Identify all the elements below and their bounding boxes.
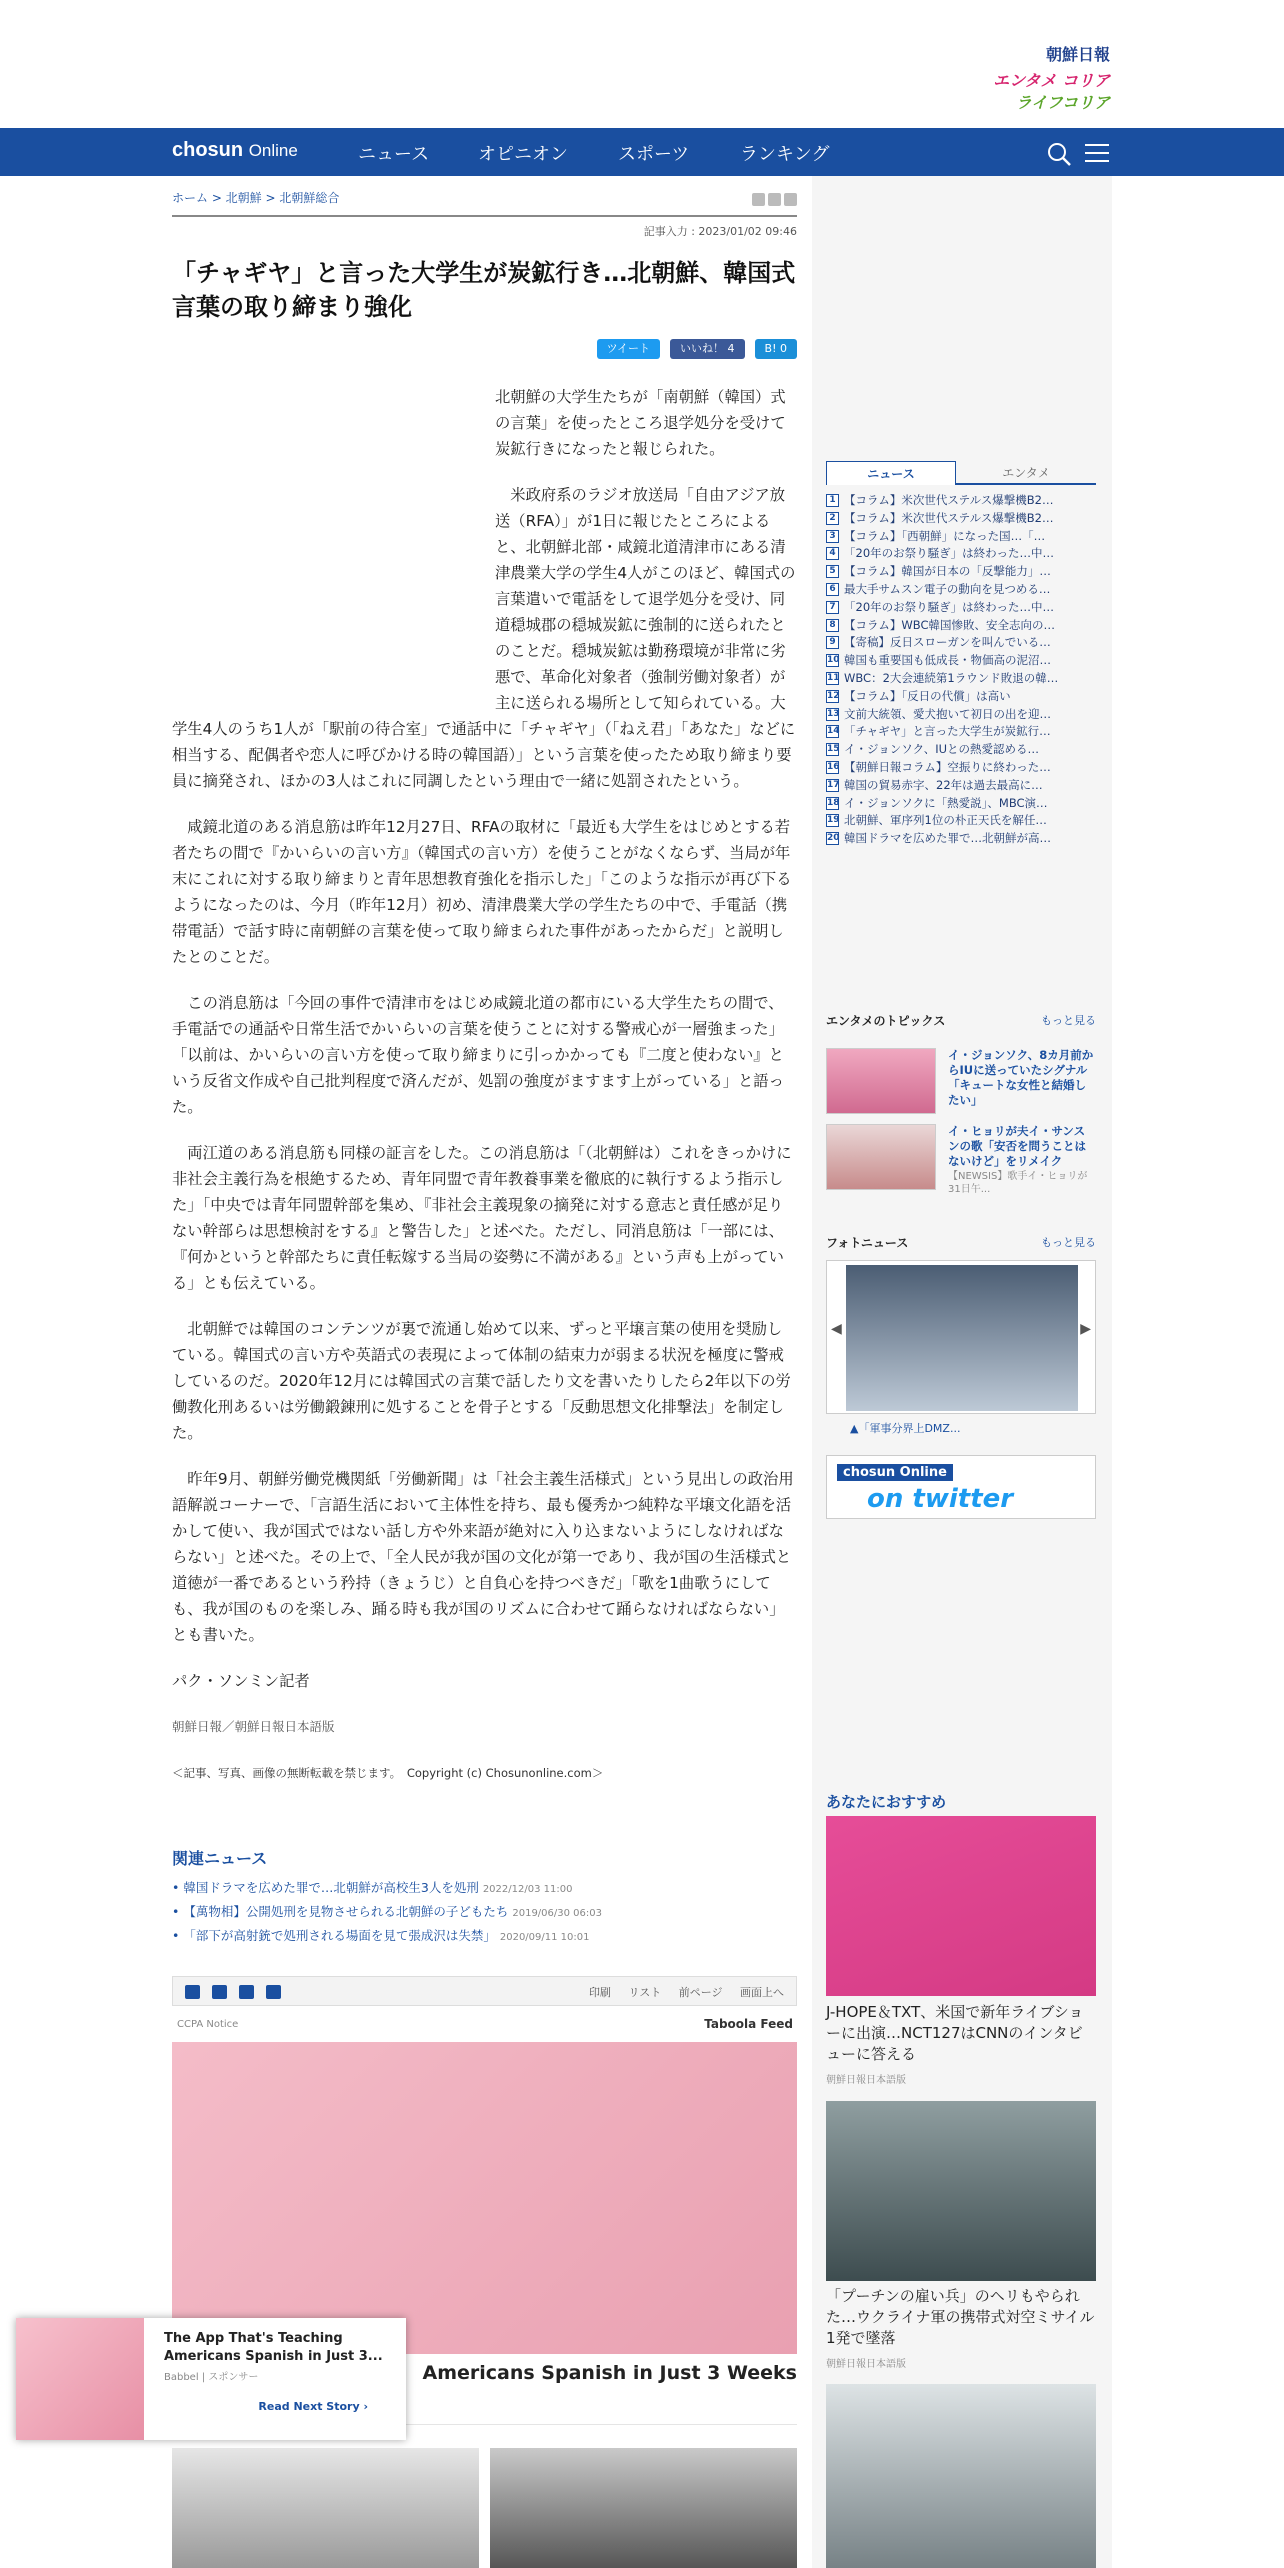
twitter-icon[interactable] xyxy=(185,1985,200,1999)
share-buttons xyxy=(597,339,797,359)
recommend-image[interactable] xyxy=(826,2384,1096,2568)
article-paragraph: 北朝鮮では韓国のコンテンツが裏で流通し始めて以来、ずっと平壌言葉の使用を奨励している。韓国式の言い方や英語式の表現によって体制の結束力が弱まる状況を極度に警戒しているのだ。2020年12月には韓国式の言葉で話したり文を書いたりしたら2年以下の労働教化刑あるいは労働鍛錬刑に処することを骨子とする「反動思想文化排撃法」を制定した。 xyxy=(172,1320,791,1442)
ranking-item[interactable] xyxy=(826,759,1096,777)
rank-number: 18 xyxy=(827,797,840,808)
sidebar-ad-space xyxy=(826,194,1096,444)
article-paragraph: 両江道のある消息筋も同様の証言をした。この消息筋は「（北朝鮮は）これをきっかけに非社会主義行為を根絶するため、青年同盟で青年教養事業を徹底的に執行するよう指示した」「中央では青年同盟幹部を集め、『非社会主義現象の摘発に対する意志と責任感が足りない幹部らは思想検討をする』と警告した」と述べた。ただし、同消息筋は「一部には、『何かというと幹部たちに責任転嫁する当局の姿勢に不満がある』という声も上がっている」とも伝えている。 xyxy=(172,1144,792,1292)
ranking-title[interactable]: 【コラム】米次世代ステルス爆撃機B2… xyxy=(844,510,1054,525)
bookmark-icon[interactable] xyxy=(266,1985,281,1999)
ranking-title[interactable]: 韓国の貿易赤字、22年は過去最高に… xyxy=(844,777,1043,792)
ranking-item[interactable] xyxy=(826,599,1096,617)
tweet-button[interactable]: ツイート xyxy=(597,339,660,359)
recommend-image[interactable] xyxy=(826,1816,1096,1996)
font-large-icon[interactable] xyxy=(784,193,797,206)
rank-number: 6 xyxy=(826,583,839,596)
ranking-title[interactable]: 【コラム】米次世代ステルス爆撃機B2… xyxy=(844,493,1054,507)
sidebar xyxy=(812,176,1112,2568)
ranking-title[interactable]: 「20年のお祭り騒ぎ」は終わった…中… xyxy=(844,599,1055,614)
ranking-title[interactable]: WBC：2大会連続第1ラウンド敗退の韓… xyxy=(844,670,1059,685)
ranking-item[interactable] xyxy=(826,777,1096,795)
entame-snippet: 【NEWSIS】歌手イ・ヒョリが31日午... xyxy=(948,1171,1088,1195)
article-author: パク・ソンミン記者 xyxy=(172,1672,310,1690)
nav-opinion[interactable]: オピニオン xyxy=(478,144,568,164)
related-news-title: 関連ニュース xyxy=(172,1849,268,1868)
font-size-tools[interactable] xyxy=(749,191,797,210)
rank-number: 3 xyxy=(826,530,839,543)
life-korea-logo[interactable]: ライフコリア xyxy=(1015,93,1110,112)
ranking-item[interactable] xyxy=(826,545,1096,563)
font-medium-icon[interactable] xyxy=(768,193,781,206)
sponsored-car-image[interactable] xyxy=(490,2448,797,2568)
copyright-notice: ＜記事、写真、画像の無断転載を禁じます。 Copyright (c) Chosunonline.com＞ xyxy=(172,1766,604,1780)
ranking-item[interactable] xyxy=(826,634,1096,652)
ranking-item[interactable] xyxy=(826,563,1096,581)
chosun-online-logo[interactable]: chosun Online xyxy=(172,139,298,161)
entame-headline[interactable]: イ・ジョンソク、8カ月前からIUに送っていたシグナル 「キュートな女性と結婚したい」 xyxy=(948,1048,1099,1107)
page-top-link[interactable]: 画面上へ xyxy=(740,1986,784,1999)
recommend-image[interactable] xyxy=(826,2101,1096,2281)
hatena-bookmark-button[interactable]: B! 0 xyxy=(755,339,797,359)
article-paragraph: 北朝鮮の大学生たちが「南朝鮮（韓国）式の言葉」を使ったところ退学処分を受けて炭鉱行きになったと報じられた。 xyxy=(495,388,786,458)
ranking-title[interactable]: 韓国も重要国も低成長・物価高の泥沼… xyxy=(844,653,1051,668)
sponsored-ad-image[interactable] xyxy=(172,2042,797,2354)
prev-page-link[interactable]: 前ページ xyxy=(678,1986,723,1999)
print-link[interactable]: 印刷 xyxy=(588,1986,611,1999)
in-article-ad-space xyxy=(172,384,477,684)
entame-item[interactable] xyxy=(826,1048,1099,1116)
ranking-item[interactable] xyxy=(826,812,1096,830)
photo-news-carousel xyxy=(826,1260,1096,1414)
entame-headline[interactable]: イ・ヒョリが夫イ・サンスンの歌「安否を問うことはないけど」をリメイク xyxy=(948,1124,1086,1168)
rank-number: 11 xyxy=(827,672,840,683)
related-item[interactable]: • 「部下が高射銃で処刑される場面を見て張成沢は失禁」 2020/09/11 10:01 xyxy=(172,1928,590,1943)
read-next-story-button[interactable]: Read Next Story › xyxy=(258,2400,368,2413)
ranking-item[interactable] xyxy=(826,510,1096,528)
article-column xyxy=(172,176,797,2568)
rank-number: 19 xyxy=(827,815,840,826)
related-item[interactable]: • 【萬物相】公開処刑を見物させられる北朝鮮の子どもたち 2019/06/30 06:03 xyxy=(172,1904,602,1919)
more-link[interactable]: もっと見る xyxy=(1041,1014,1096,1027)
ranking-item[interactable] xyxy=(826,492,1096,510)
rank-number: 10 xyxy=(827,655,840,666)
ranking-title[interactable]: 【コラム】韓国が日本の「反撃能力」… xyxy=(844,564,1051,579)
related-news xyxy=(172,1846,797,1949)
ranking-item[interactable] xyxy=(826,795,1096,813)
popup-source: Babbel | スポンサー xyxy=(164,2372,259,2383)
ranking-item[interactable] xyxy=(826,670,1096,688)
rank-number: 7 xyxy=(826,601,839,614)
sponsored-car-image[interactable] xyxy=(172,2448,479,2568)
sponsored-popup[interactable] xyxy=(16,2318,406,2440)
article-paragraph: この消息筋は「今回の事件で清津市をはじめ咸鏡北道の都市にいる大学生たちの間で、手電話での通話や日常生活でかいらいの言葉を使うことに対する警戒心が一層強まった」「以前は、かいらいの言い方を使って取り締まりに引っかかっても『二度と使わない』という反省文作成や自己批判程度で済んだが、処罰の強度がますます上がっている」と語った。 xyxy=(172,994,784,1116)
recommend-title[interactable]: 「プーチンの雇い兵」のヘリもやられた…ウクライナ軍の携帯式対空ミサイル1発で墜落 xyxy=(826,2287,1095,2347)
ranking-title[interactable]: 韓国ドラマを広めた罪で…北朝鮮が高… xyxy=(844,831,1051,846)
article-paragraph: 咸鏡北道のある消息筋は昨年12月27日、RFAの取材に「最近も大学生をはじめとする若者たちの間で『かいらいの言い方』（韓国式の言い方）を使うことがなくならず、当局が年末にこれに対する取り締まりと青年思想教育強化を指示した」「このような指示が再び下るようになったのは、今月（昨年12月）初め、清津農業大学の学生たちの中で、手電話（携帯電話）で話す時に南朝鮮の言葉を使って取り締まられた事件があったからだ」と説明したとのことだ。 xyxy=(172,818,792,966)
search-icon[interactable] xyxy=(1046,141,1072,167)
rank-number: 13 xyxy=(827,708,840,719)
ranking-item[interactable] xyxy=(826,528,1096,546)
ranking-tabs xyxy=(826,461,1096,485)
nav-news[interactable]: ニュース xyxy=(358,144,430,164)
nav-ranking[interactable]: ランキング xyxy=(740,144,830,164)
recommend-source: 朝鮮日報日本語版 xyxy=(826,2075,906,2086)
chosun-twitter-banner[interactable] xyxy=(826,1455,1096,1519)
more-link[interactable]: もっと見る xyxy=(1041,1236,1096,1249)
ranking-list xyxy=(826,492,1096,848)
article-source: 朝鮮日報／朝鮮日報日本語版 xyxy=(172,1719,335,1734)
ranking-title[interactable]: 最大手サムスン電子の動向を見つめる… xyxy=(844,581,1051,596)
ranking-item[interactable] xyxy=(826,652,1096,670)
rank-number: 8 xyxy=(826,619,839,632)
photo-news-caption[interactable]: ▲「軍事分界上DMZ... xyxy=(850,1422,961,1435)
sponsored-ad-title[interactable]: Americans Spanish in Just 3 Weeks xyxy=(422,2362,797,2384)
nav-sports[interactable]: スポーツ xyxy=(618,144,690,164)
related-item[interactable]: • 韓国ドラマを広めた罪で…北朝鮮が高校生3人を処刑 2022/12/03 11:00 xyxy=(172,1880,573,1895)
rank-number: 17 xyxy=(827,779,840,790)
ranking-title[interactable]: 【寄稿】反日スローガンを叫んでいる… xyxy=(844,635,1051,650)
recommend-title[interactable]: J-HOPE＆TXT、米国で新年ライブショーに出演…NCT127はCNNのインタビューに答える xyxy=(826,2003,1084,2063)
ranking-item[interactable] xyxy=(826,706,1096,724)
ranking-title[interactable]: 【コラム】WBC韓国惨敗、安全志向の… xyxy=(844,617,1055,632)
ranking-item[interactable] xyxy=(826,741,1096,759)
rank-number: 20 xyxy=(827,833,840,844)
chevron-left-icon[interactable]: ◀ xyxy=(831,1321,842,1337)
popup-image[interactable] xyxy=(16,2318,144,2440)
article-toolbar xyxy=(172,1976,797,2006)
photo-news-header: もっと見る フォトニュース xyxy=(826,1236,1096,1250)
ranking-title[interactable]: 文前大統領、愛犬抱いて初日の出を迎… xyxy=(844,706,1051,721)
entame-korea-logo[interactable]: エンタメ コリア xyxy=(993,71,1110,90)
ranking-item[interactable] xyxy=(826,581,1096,599)
article-date: 記事入力 : 2023/01/02 09:46 xyxy=(643,225,797,238)
ranking-item[interactable] xyxy=(826,617,1096,635)
rank-number: 15 xyxy=(827,744,840,755)
ranking-title[interactable]: イ・ジョンソクに「熱愛説」、MBC演… xyxy=(844,795,1048,810)
chevron-right-icon[interactable]: ▶ xyxy=(1080,1321,1091,1337)
rank-number: 16 xyxy=(827,761,840,772)
hatena-icon[interactable] xyxy=(239,1985,254,1999)
tab-entame[interactable]: エンタメ xyxy=(1002,466,1050,480)
article-body xyxy=(172,384,797,1806)
chosun-ilbo-logo[interactable]: 朝鮮日報 xyxy=(1045,45,1110,64)
menu-icon[interactable] xyxy=(1085,143,1109,163)
twitter-banner-text: on twitter xyxy=(867,1484,1014,1514)
top-header xyxy=(0,0,1284,128)
ranking-title[interactable]: 「チャギヤ」と言った大学生が炭鉱行… xyxy=(844,724,1051,739)
rank-number: 1 xyxy=(826,494,839,507)
rank-number: 5 xyxy=(826,565,839,578)
photo-news-image[interactable] xyxy=(846,1265,1078,1411)
ranking-title[interactable]: 北朝鮮、軍序列1位の朴正天氏を解任… xyxy=(844,813,1047,828)
ranking-title[interactable]: 【コラム】「反日の代償」は高い xyxy=(844,688,1011,703)
font-small-icon[interactable] xyxy=(752,193,765,206)
divider xyxy=(172,215,797,217)
entame-thumbnail[interactable] xyxy=(826,1048,936,1114)
taboola-feed-logo[interactable]: Taboola Feed xyxy=(704,2017,793,2031)
rank-number: 4 xyxy=(826,547,839,560)
article-paragraph: 昨年9月、朝鮮労働党機関紙「労働新聞」は「社会主義生活様式」という見出しの政治用語解説コーナーで、「言語生活において主体性を持ち、最も優秀かつ純粋な平壌文化語を活かして使い、我が国式ではない話し方や外来語が絶対に入り込まないようにしなければならない」と述べた。その上で、「全人民が我が国の文化が第一であり、我が国の生活様式と道徳が一番であるという矜持（きょうじ）と自負心を持つべきだ」「歌を1曲歌うにしても、我が国のものを楽しみ、踊る時も我が国のリズムに合わせて踊らなければならない」とも書いた。 xyxy=(172,1470,794,1644)
article-paragraph: 米政府系のラジオ放送局「自由アジア放送（RFA）」が1日に報じたところによると、北朝鮮北部・咸鏡北道清津市にある清津農業大学の学生4人がこのほど、韓国式の言葉遣いで電話をして退学処分を受け、同道穏城郡の穏城炭鉱に強制的に送られたとのことだ。穏城炭鉱は勤務環境が非常に劣悪で、革命化対象者（強制労働対象者）が主に送られる場所として知られている。大学生4人のうち1人が「駅前の待合室」で通話中に「チャギヤ」（「ねえ君」「あなた」などに相当する、配偶者や恋人に呼びかける時の韓国語）」という言葉を使ったため取り締まり要員に摘発され、ほかの3人はこれに同調したという理由で一緒に処罰されたという。 xyxy=(172,486,796,790)
recommend-header: あなたにおすすめ xyxy=(826,1793,947,1811)
recommend-source: 朝鮮日報日本語版 xyxy=(826,2359,906,2370)
facebook-like-button[interactable]: いいね！ 4 xyxy=(670,339,745,359)
entame-topics-header: もっと見る エンタメのトピックス xyxy=(826,1014,1096,1028)
ranking-title[interactable]: 「20年のお祭り騒ぎ」は終わった…中… xyxy=(844,546,1055,561)
breadcrumb[interactable]: ホーム > 北朝鮮 > 北朝鮮総合 xyxy=(172,191,340,205)
popup-title[interactable]: The App That's Teaching Americans Spanish in Just 3... xyxy=(164,2331,383,2364)
tab-news[interactable]: ニュース xyxy=(826,461,956,485)
ranking-title[interactable]: 【コラム】「西朝鮮」になった国…「… xyxy=(844,528,1046,543)
entame-thumbnail[interactable] xyxy=(826,1124,936,1190)
facebook-icon[interactable] xyxy=(212,1985,227,1999)
ranking-item[interactable] xyxy=(826,830,1096,848)
list-link[interactable]: リスト xyxy=(628,1986,662,1999)
ranking-title[interactable]: 【朝鮮日報コラム】空振りに終わった… xyxy=(844,759,1051,774)
ranking-item[interactable] xyxy=(826,723,1096,741)
rank-number: 12 xyxy=(827,690,840,701)
ranking-item[interactable] xyxy=(826,688,1096,706)
twitter-banner-logo: chosun Online xyxy=(837,1464,953,1481)
entame-item[interactable] xyxy=(826,1124,1096,1194)
main-nav xyxy=(0,128,1284,176)
ccpa-notice[interactable]: CCPA Notice xyxy=(177,2019,239,2030)
article-headline: 「チャギヤ」と言った大学生が炭鉱行き…北朝鮮、韓国式言葉の取り締まり強化 xyxy=(172,259,796,321)
ranking-title[interactable]: イ・ジョンソク、IUとの熱愛認める… xyxy=(844,742,1040,757)
hatena-count: 0 xyxy=(780,342,787,355)
rank-number: 14 xyxy=(827,726,840,737)
rank-number: 9 xyxy=(826,636,839,649)
rank-number: 2 xyxy=(826,512,839,525)
